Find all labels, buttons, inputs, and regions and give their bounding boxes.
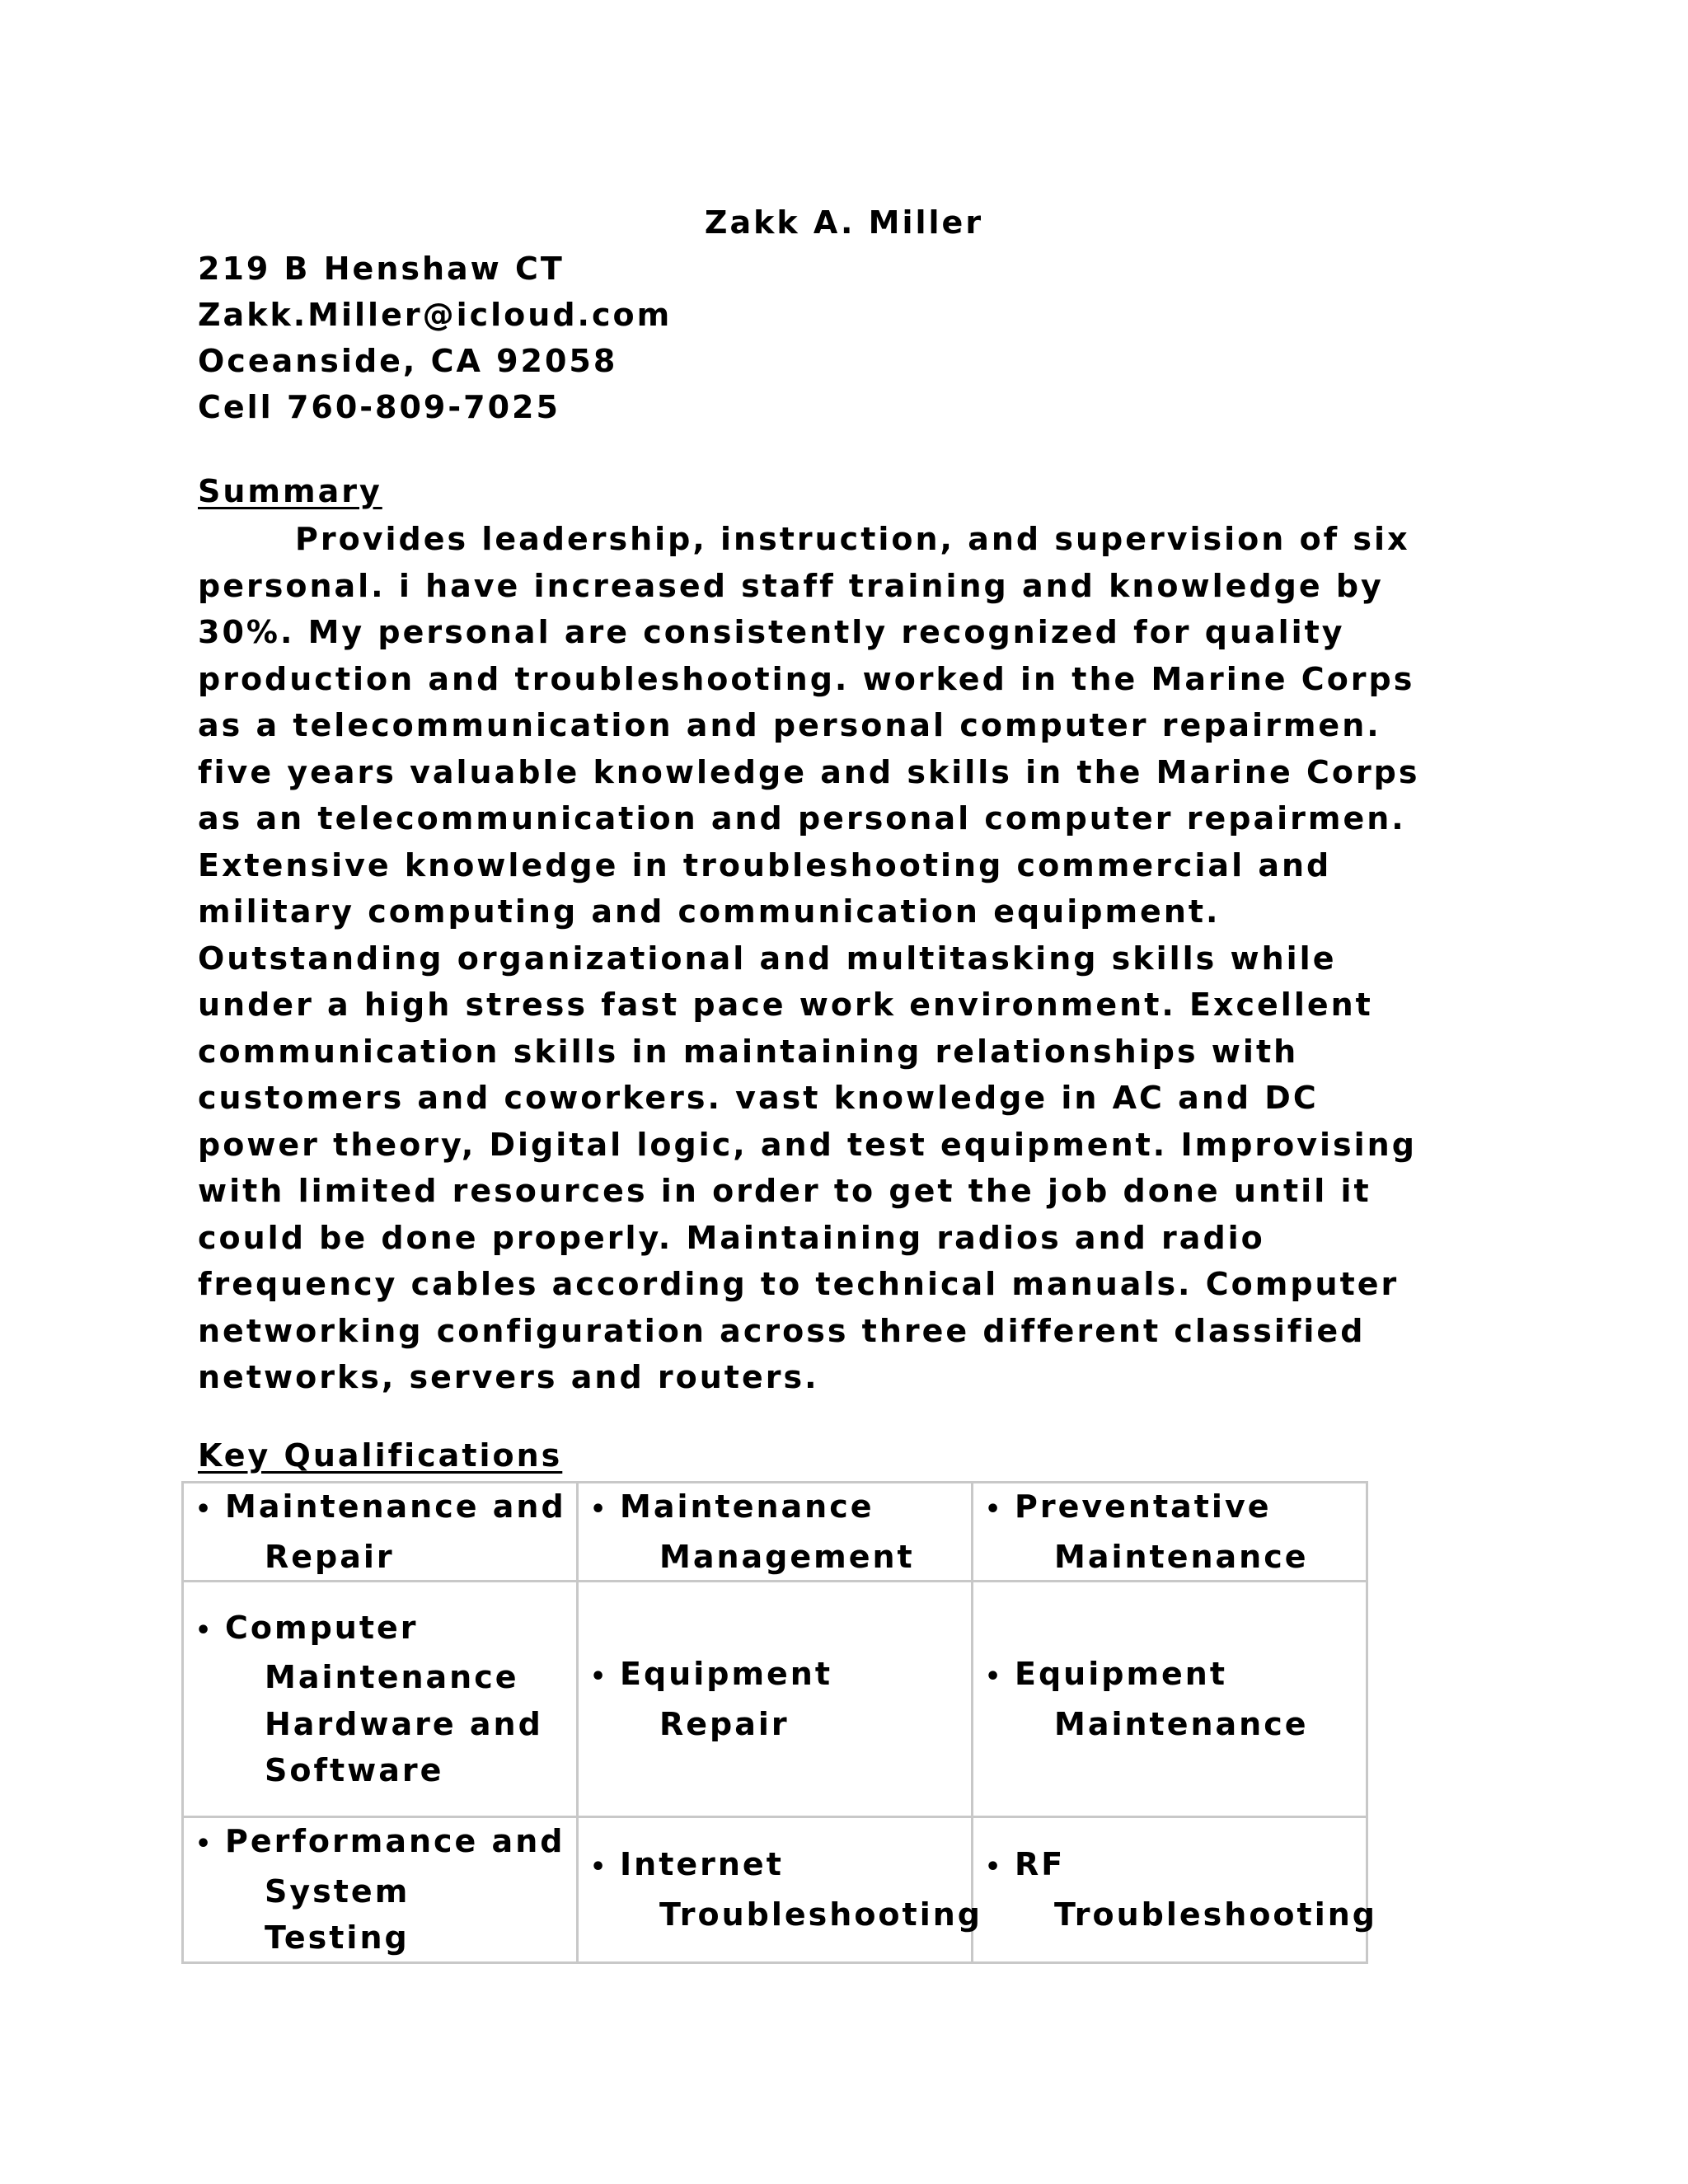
qualification-cell bbox=[973, 1582, 1367, 1817]
key-qualifications-table bbox=[181, 1481, 1377, 1964]
qualification-item bbox=[590, 1483, 961, 1580]
bullet-icon: • bbox=[590, 1495, 609, 1524]
summary-paragraph: Provides leadership, instruction, and supervision of six personal. i have increased staff training and knowledge by 30%. My personal are consistently recognized for quality production and troubleshooting. worked in the Marine Corps as a telecommunication and personal computer repairmen. five years valuable knowledge and skills in the Marine Corps as an telecommunication and personal computer repairmen. Extensive knowledge in troubleshooting commercial and military computing and communication equipment. Outstanding organizational and multitasking skills while under a high stress fast pace work environment. Excellent communication skills in maintaining relationships with customers and coworkers. vast knowledge in AC and DC power theory, Digital logic, and test equipment. Improvising with limited resources in order to get the job done until it could be done properly. Maintaining radios and radio frequency cables according to technical manuals. Computer networking configuration across three different classified networks, servers and routers. bbox=[198, 521, 1420, 1395]
qualification-label: Maintenance and Repair bbox=[225, 1488, 566, 1575]
qualifications-row bbox=[183, 1483, 1367, 1582]
contact-phone: Cell 760-809-7025 bbox=[198, 389, 560, 425]
qualification-item bbox=[590, 1651, 961, 1747]
bullet-icon: • bbox=[195, 1615, 214, 1645]
qualifications-row bbox=[183, 1582, 1367, 1817]
qualification-label: Preventative Maintenance bbox=[1015, 1488, 1309, 1575]
qualification-label: RF Troubleshooting bbox=[1015, 1846, 1377, 1933]
bullet-icon: • bbox=[590, 1662, 609, 1691]
qualification-item bbox=[195, 1818, 566, 1961]
qualification-cell bbox=[183, 1483, 578, 1582]
qualification-label: Internet Troubleshooting bbox=[620, 1846, 982, 1933]
bullet-icon: • bbox=[195, 1495, 214, 1524]
key-qualifications-heading: Key Qualifications bbox=[198, 1437, 563, 1474]
qualification-cell bbox=[183, 1582, 578, 1817]
qualification-cell bbox=[183, 1817, 578, 1963]
qualification-item bbox=[590, 1841, 982, 1938]
qualification-item bbox=[195, 1483, 566, 1580]
qualification-item bbox=[985, 1483, 1356, 1580]
qualification-label: Performance and System Testing bbox=[225, 1823, 565, 1956]
qualification-item bbox=[985, 1841, 1377, 1938]
qualification-cell bbox=[578, 1483, 973, 1582]
bullet-icon: • bbox=[195, 1830, 214, 1858]
bullet-icon: • bbox=[985, 1853, 1004, 1882]
qualification-label: Maintenance Management bbox=[620, 1488, 915, 1575]
qualification-cell bbox=[973, 1483, 1367, 1582]
qualification-cell bbox=[973, 1817, 1377, 1963]
qualification-cell bbox=[578, 1817, 982, 1963]
contact-block bbox=[198, 246, 672, 430]
contact-city-state-zip: Oceanside, CA 92058 bbox=[198, 343, 618, 379]
qualification-cell bbox=[578, 1582, 973, 1817]
contact-email: Zakk.Miller@icloud.com bbox=[198, 297, 673, 333]
qualification-label: Equipment Repair bbox=[620, 1656, 833, 1742]
qualifications-row bbox=[183, 1817, 1367, 1963]
bullet-icon: • bbox=[985, 1495, 1004, 1524]
qualification-label: Equipment Maintenance bbox=[1015, 1656, 1309, 1742]
qualification-item bbox=[195, 1605, 566, 1794]
qualification-label: Computer Maintenance Hardware and Software bbox=[225, 1609, 543, 1788]
summary-heading: Summary bbox=[198, 473, 382, 509]
bullet-icon: • bbox=[985, 1662, 1004, 1691]
qualification-item bbox=[985, 1651, 1356, 1747]
contact-address: 219 B Henshaw CT bbox=[198, 251, 565, 287]
candidate-name: Zakk A. Miller bbox=[704, 204, 984, 241]
bullet-icon: • bbox=[590, 1853, 609, 1882]
